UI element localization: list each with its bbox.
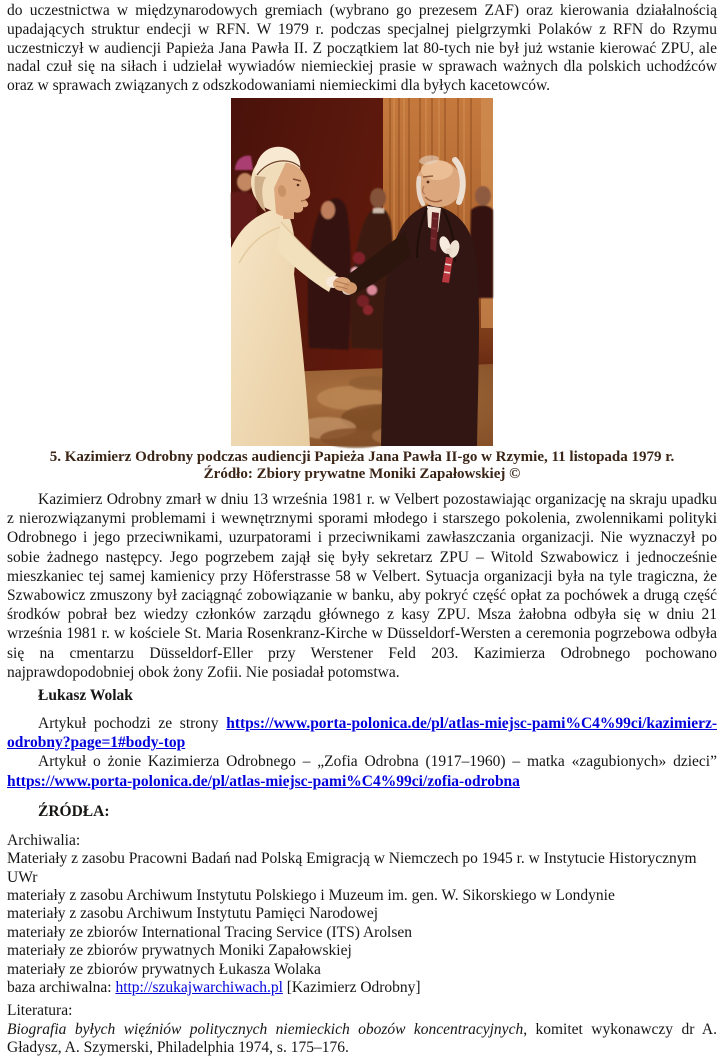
archive-database-suffix: [Kazimierz Odrobny] [286, 979, 421, 997]
literature-entry [7, 1021, 717, 1058]
literature-title: Biografia byłych więźniów politycznych niemieckich obozów koncentracyjnych [7, 1020, 524, 1038]
photo-caption [7, 449, 717, 483]
photo-caption-line2: Źródło: Zbiory prywatne Moniki Zapałowskiej © [203, 465, 521, 482]
literature-details: , komitet wykonawczy dr A. Gładysz, A. Szymerski, Philadelphia 1974, s. 175–176. [7, 1020, 717, 1057]
archives-item: Materiały z zasobu Pracowni Badań nad Polską Emigracją w Niemczech po 1945 r. w Instytucie Historycznym UWr [7, 850, 697, 886]
literature-section [7, 1002, 717, 1057]
paragraph-wife-link [7, 752, 717, 790]
paragraph-source-link [7, 714, 717, 752]
wife-article-link[interactable]: https://www.porta-polonica.de/pl/atlas-miejsc-pami%C4%99ci/zofia-odrobna [7, 772, 520, 790]
paragraph-death: Kazimierz Odrobny zmarł w dniu 13 września 1981 r. w Velbert pozostawiając organizację na skraju upadku z nierozwiązanymi problemami i wewnętrznymi sporami młodego i starszego pokolenia, zwolennikami polityki Odrobnego i jego przeciwnikami, uzurpatorami i przeciwnikami zawłaszczania organizacji. Nie wyznaczył po sobie żadnego następcy. Jego pogrzebem zajął się były sekretarz ZPU – Witold Szwabowicz i jednocześnie mieszkaniec tej samej kamienicy przy Höferstrasse 58 w Velbert. Sytuacja organizacji była na tyle tragiczna, że Szwabowicz zmuszony był zaciągnąć zobowiązanie w banku, aby pokryć część opłat za pochówek a drugą część środków pobrał bez wiedzy członków zarządu głównego z kasy ZPU. Msza żałobna odbyła się w dniu 21 września 1981 r. w kościele St. Maria Rosenkranz-Kirche w Düsseldorf-Wersten a ceremonia pogrzebowa odbyła się na cmentarzu Düsseldorf-Eller przy Werstener Feld 203. Kazimierza Odrobnego pochowano najprawdopodobniej obok żony Zofii. Nie posiadał potomstwa. [7, 490, 717, 681]
paragraph-intro: do uczestnictwa w międzynarodowych gremiach (wybrano go prezesem ZAF) oraz kierowania działalnością upadających struktur endecji w RFN. W 1979 r. podczas specjalnej pielgrzymki Polaków z RFN do Rzymu uczestniczył w audiencji Papieża Jana Pawła II. Z początkiem lat 80-tych nie był już wstanie kierować ZPU, ale nadal czuł się na siłach i udzielał wywiadów niemieckiej prasie w sprawach ważnych dla polskich uchodźców oraz w sprawach związanych z odszkodowaniami niemieckimi dla byłych kacetowców. [7, 2, 717, 95]
archives-item: materiały ze zbiorów prywatnych Moniki Zapałowskiej [7, 942, 352, 960]
pope-audience-photo-illustration [231, 98, 493, 446]
archive-database-link[interactable]: http://szukajwarchiwach.pl [115, 979, 283, 997]
archives-item: materiały z zasobu Archiwum Instytutu Pamięci Narodowej [7, 905, 379, 923]
photo-caption-line1: 5. Kazimierz Odrobny podczas audiencji Papieża Jana Pawła II-go w Rzymie, 11 listopada 1979 r. [49, 448, 675, 465]
author-name: Łukasz Wolak [38, 687, 133, 705]
wife-link-prefix: Artykuł o żonie Kazimierza Odrobnego – „Zofia Odrobna (1917–1960) – matka «zagubionych» dzieci” [38, 753, 717, 771]
literature-label: Literatura: [7, 1002, 73, 1020]
sources-heading: ŹRÓDŁA: [38, 802, 110, 820]
archives-item: materiały ze zbiorów prywatnych Łukasza Wolaka [7, 960, 321, 978]
photo-pope-audience [231, 98, 493, 446]
archives-label: Archiwalia: [7, 831, 81, 849]
archive-database-line [7, 979, 717, 997]
source-link-prefix: Artykuł pochodzi ze strony [38, 715, 219, 733]
source-article-link[interactable]: https://www.porta-polonica.de/pl/atlas-miejsc-pami%C4%99ci/kazimierz-odrobny?page=1#body-top [7, 715, 718, 752]
archives-item: materiały z zasobu Archiwum Instytutu Polskiego i Muzeum im. gen. W. Sikorskiego w Londynie [7, 887, 615, 905]
archives-section [7, 832, 717, 998]
archives-item: materiały ze zbiorów International Tracing Service (ITS) Arolsen [7, 923, 413, 941]
archive-database-prefix: baza archiwalna: [7, 979, 112, 997]
